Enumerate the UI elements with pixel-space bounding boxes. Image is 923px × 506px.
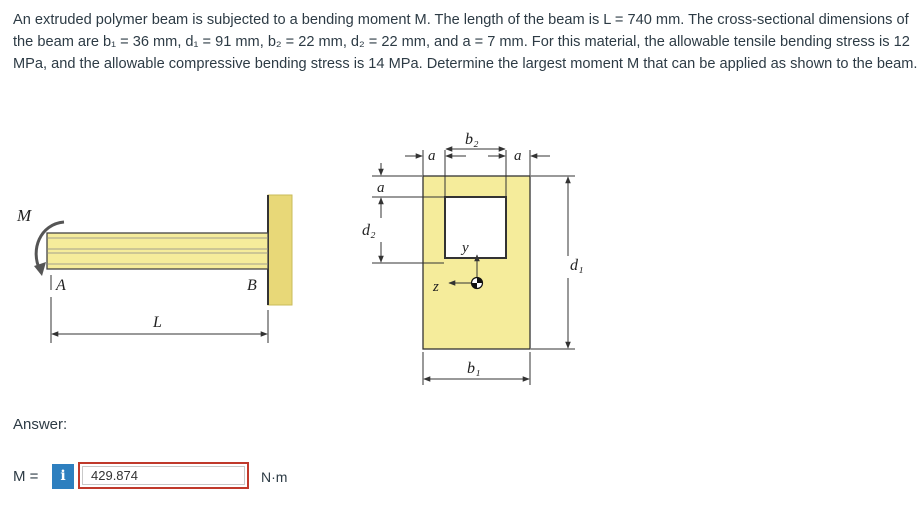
label-end-a: A xyxy=(56,277,66,294)
unit-label: N·m xyxy=(261,469,288,485)
label-length: L xyxy=(153,314,162,331)
label-a-left: a xyxy=(377,180,385,196)
wall-support xyxy=(268,195,292,305)
label-moment: M xyxy=(17,206,32,225)
problem-statement: An extruded polymer beam is subjected to a bending moment M. The length of the beam is L = 740 mm. The cross-sectional dimensions of the beam are b₁ = 36 mm, d₁ = 91 mm, b₂ = 22 mm, d₂ = 22 mm, and a = 7 mm. For this material, the allowable tensile bending stress is 12 MPa, and the allowable compressive bending stress is 14 MPa. Determine the largest moment M that can be applied as shown to the beam. xyxy=(13,12,918,72)
label-a-right: a xyxy=(514,148,522,164)
label-y-axis: y xyxy=(462,240,469,256)
beam-side-view xyxy=(16,195,292,343)
answer-input[interactable] xyxy=(82,466,245,485)
answer-label: Answer: xyxy=(13,416,68,433)
variable-label: M = xyxy=(13,468,39,485)
label-b1: b₁ xyxy=(467,360,481,377)
cross-section xyxy=(361,131,588,385)
label-d2: d₂ xyxy=(362,222,376,239)
label-a-top: a xyxy=(428,148,436,164)
info-icon[interactable]: i xyxy=(52,464,74,489)
label-b2: b₂ xyxy=(465,131,479,148)
answer-field-wrapper xyxy=(78,462,249,489)
label-z-axis: z xyxy=(433,279,439,295)
section-hole xyxy=(445,197,506,258)
label-d1: d₁ xyxy=(570,257,584,274)
label-end-b: B xyxy=(247,277,257,294)
